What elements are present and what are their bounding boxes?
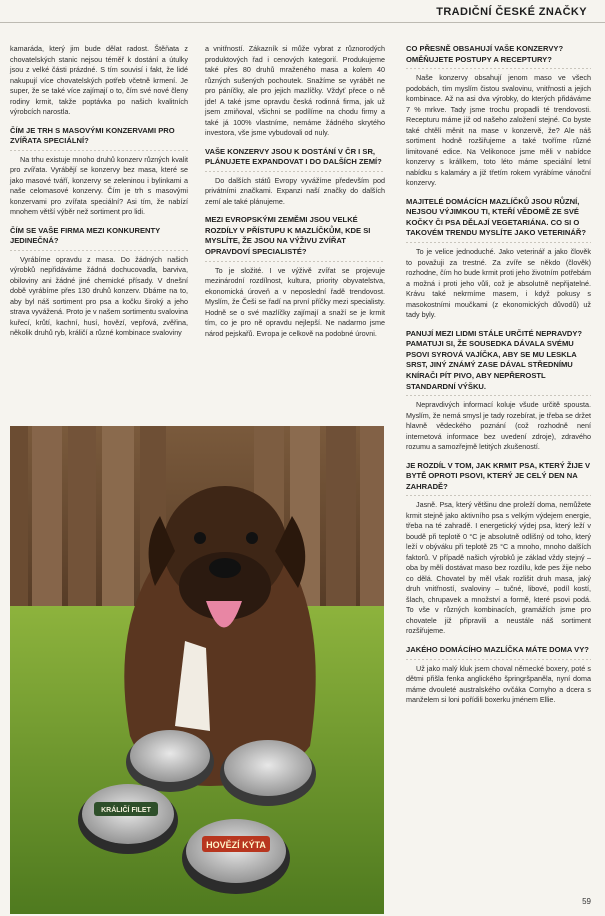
answer-paragraph: To je složité. I ve výživě zvířat se projevuje mezinárodní rozdílnost, kultura, priority obyvatelstva, ekonomická úroveň a v neposlední řadě trendovost. Myslím, že Češi se řadí na první příčky mezi specialisty. Hodně se o své mazlíčky zajímají a snaží se je krmit tím, co je pro ně opravdu nejlepší. Ne nadarmo jsme národ pejskařů. Evropa je celkově na podobné úrovni. bbox=[205, 265, 385, 338]
header-rule bbox=[0, 22, 605, 23]
section-title: TRADIČNÍ ČESKÉ ZNAČKY bbox=[436, 6, 587, 18]
answer-paragraph: To je velice jednoduché. Jako veterinář a jako člověk to považuji za trestné. Za zvíře se někdo (člověk) rozhodne, čím ho bude krmit proti jeho životním potřebám a možná i proti jeho vůli, což je absolutně nepřijatelné. Krávu také nekrmíme masem, i když pokusy s masokostními moučkami (z ekonomických důvodů) už tady byly. bbox=[406, 247, 591, 320]
column-2 bbox=[205, 44, 385, 343]
boxer-dog-photo bbox=[10, 426, 384, 914]
answer-paragraph: Nepravdivých informací koluje všude určitě spousta. Myslím, že nemá smysl je tady rozebírat, je třeba se držet hlavně vědeckého poznání (což rozhodně není internetová informace bez uvedení zdroje), zdravého rozumu a samozřejmě letitých zkušeností. bbox=[406, 400, 591, 452]
question-heading: ČÍM SE VAŠE FIRMA MEZI KONKURENTY JEDINEČNÁ? bbox=[10, 226, 188, 251]
answer-paragraph: Do dalších států Evropy vyvážíme především pod privátními značkami. Expanzi naší značky do dalších zemí ale také plánujeme. bbox=[205, 175, 385, 206]
answer-paragraph: Už jako malý kluk jsem choval německé boxery, poté s dětmi přišla fenka anglického špringršpaněla, nyní doma máme dvouleté australského ovčáka Cornyho a dcera s manželem si loni pořídili boxerku jménem Ellie. bbox=[406, 663, 591, 704]
can-label: HOVĚZÍ KÝTA bbox=[206, 840, 266, 850]
question-heading: MEZI EVROPSKÝMI ZEMĚMI JSOU VELKÉ ROZDÍLY V PŘÍSTUPU K MAZLÍČKŮM, KDE SI MYSLÍTE, ŽE JSOU NA VÝŽIVU ZVÍŘAT OPRAVDOVÍ SPECIALISTÉ? bbox=[205, 215, 385, 261]
answer-paragraph: Naše konzervy obsahují jenom maso ve všech podobách, tím myslím čistou svalovinu, vnitřnosti a jejich kombinace. Až na asi dva výrobky, do kterých přidáváme 7 % mrkve. Tady jsme trochu propadli té trendovosti. Recepturu máme již od našeho založení stejné. Co byste také chtěli měnit na mase v konzervě, že? Ale náš sortiment hodně rozšiřujeme a také tvoříme různé limitované edice. Na Velikonoce jsme měli v nabídce konzervy s králíkem, toto léto máme speciální letní nabídku s kalamáry a již třetím rokem vyrábíme vánoční konzervy. bbox=[406, 73, 591, 188]
question-heading: VAŠE KONZERVY JSOU K DOSTÁNÍ V ČR I SR, PLÁNUJETE EXPANDOVAT I DO DALŠÍCH ZEMÍ? bbox=[205, 147, 385, 172]
question-heading: JE ROZDÍL V TOM, JAK KRMIT PSA, KTERÝ ŽIJE V BYTĚ OPROTI PSOVI, KTERÝ JE CELÝ DEN NA ZAHRADĚ? bbox=[406, 461, 591, 497]
question-heading: MAJITELÉ DOMÁCÍCH MAZLÍČKŮ JSOU RŮZNÍ, NEJSOU VÝJIMKOU TI, KTEŘÍ VĚDOMĚ ZE SVÉ KOČKY ČI PSA DĚLAJÍ VEGETARIÁNA. CO SI O TAKOVÉM TRENDU MYSLÍTE JAKO VETERINÁŘ? bbox=[406, 197, 591, 243]
question-heading: ČÍM JE TRH S MASOVÝMI KONZERVAMI PRO ZVÍŘATA SPECIÁLNÍ? bbox=[10, 126, 188, 151]
answer-paragraph: Na trhu existuje mnoho druhů konzerv různých kvalit pro zvířata. Vyrábějí se konzervy bez masa, které se jako masové tváří, konzervy se zeleninou i bylinkami a naše celomasové konzervy. Čím je trh s masovými konzervami pro zvířata speciální? Asi tím, že nabízí mnohem větší výběr než sortiment pro lidi. bbox=[10, 154, 188, 217]
question-heading: PANUJÍ MEZI LIDMI STÁLE URČITÉ NEPRAVDY? PAMATUJI SI, ŽE SOUSEDKA DÁVALA SVÉMU PSOVI SYROVÁ VAJÍČKA, ABY SE MU LESKLA SRST, JINÝ ZNÁMÝ ZASE DÁVAL STŘEDNÍMU KNÍRAČI PÍT PIVO, ABY NEPŘEROSTL STANDARDNÍ VÝŠKU. bbox=[406, 329, 591, 397]
page-header bbox=[0, 0, 605, 26]
question-heading: CO PŘESNĚ OBSAHUJÍ VAŠE KONZERVY? OMĚŇUJETE POSTUPY A RECEPTURY? bbox=[406, 44, 591, 69]
answer-paragraph: Vyrábíme opravdu z masa. Do žádných našich výrobků nepřidáváme žádná dochucovadla, barviva, obiloviny ani žádné jiné chemické přísady. V dnešní době vyrábíme přes 130 druhů konzerv. Dbáme na to, aby byl náš sortiment pro psa a kočku široký a jeho strava vyvážená. Proto je v našem sortimentu svalovina kuřecí, krůtí, kachní, husí, hovězí, vepřová, zvěřina, několik druhů ryb, králičí a různé kombinace svaloviny bbox=[10, 254, 188, 338]
column-1 bbox=[10, 44, 188, 343]
answer-paragraph: Jasně. Psa, který většinu dne proleží doma, nemůžete krmit stejně jako aktivního psa s velkým výdejem energie, třeba na té zahradě. I energetický výdej psa, který leží v boudě při teplotě 0 °C je absolutně odlišný od toho, který leží v obýváku při teplotě 25 °C a mnoho, mnoho dalších faktorů. V případě našich výrobků je základ vždy stejný – oba by měli dostávat maso bez rozdílu, kde pes žije nebo co dělá. Chovatel by měl však rozlišit druh masa, jaký druh vnitřností, svaloviny – tučné, libové, podíl kostí, šlach, chrupavek a množství a formě, které psovi podá. To vše v různých kombinacích, gramážích jsme pro chovatele již připravili a neustále náš sortiment rozšiřujeme. bbox=[406, 500, 591, 636]
can-label: KRÁLIČÍ FILET bbox=[101, 807, 151, 814]
paragraph: kamaráda, který jim bude dělat radost. Štěňata z chovatelských stanic nejsou téměř k dostání a útulky jsou z velké části prázdné. S tím souvisí i fakt, že lidé nakupují více chovatelských potřeb včetně krmení. Je super, že se také více zajímají o to, čím své nové členy rodiny krmit, takže poptávka po našich kvalitních výrobcích narostla. bbox=[10, 44, 188, 116]
paragraph: a vnitřností. Zákazník si může vybrat z různorodých produktových řad i cenových kategorií. Produkujeme také přes 80 druhů mraženého masa a kolem 40 různých sušených pochoutek. Snažíme se vyrábět ne pro páníčky, ale pro jejich mazlíčky. Vždyť přece o ně jde! A také jsme opravdu česká rodinná firma, jak už jsem zmiňoval, všichni se podílíme na chodu firmy a také já 100% vlastníme, nemáme žádného skrytého investora, vše jsme vybudovali od nuly. bbox=[205, 44, 385, 137]
question-heading: JAKÉHO DOMÁCÍHO MAZLÍČKA MÁTE DOMA VY? bbox=[406, 645, 591, 660]
page-number: 59 bbox=[582, 897, 591, 906]
column-3 bbox=[406, 44, 591, 710]
